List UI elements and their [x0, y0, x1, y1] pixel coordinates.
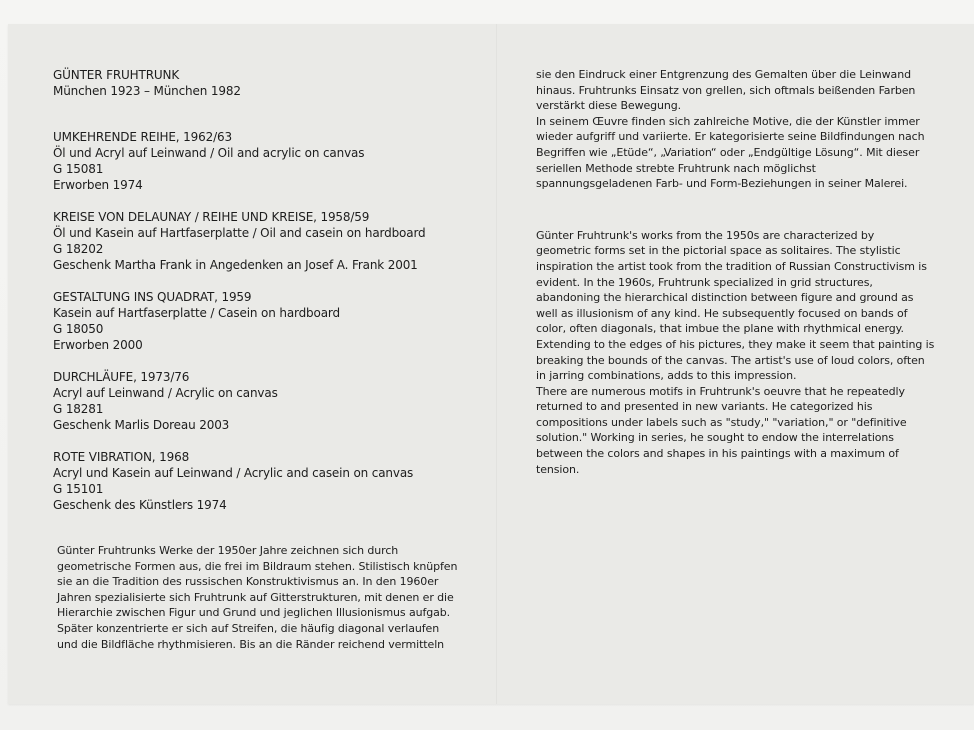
artwork-entry: [53, 129, 473, 193]
text-line: returned to and presented in new variants. He categorized his: [536, 400, 873, 414]
text-line: sie den Eindruck einer Entgrenzung des Gemalten über die Leinwand: [536, 68, 911, 81]
text-line: hinaus. Fruhtrunks Einsatz von grellen, sich oftmals beißenden Farben: [536, 83, 916, 97]
text-line: und die Bildfläche rhythmisieren. Bis an die Ränder reichend vermitteln: [57, 637, 445, 651]
artwork-title: UMKEHRENDE REIHE, 1962/63: [53, 130, 232, 144]
artwork-provenance: Erworben 2000: [53, 338, 143, 352]
text-line: verstärkt diese Bewegung.: [536, 99, 682, 113]
artwork-provenance: Geschenk Martha Frank in Angedenken an Josef A. Frank 2001: [53, 258, 418, 272]
artwork-inventory: G 15081: [53, 162, 104, 176]
artwork-entry: [53, 209, 473, 273]
spacer: [53, 353, 473, 369]
spacer: [53, 99, 473, 129]
spacer: [536, 192, 946, 228]
text-line: tension.: [536, 462, 580, 476]
english-description: [536, 228, 946, 478]
spacer: [53, 433, 473, 449]
text-line: compositions under labels such as "study," "variation," or "definitive: [536, 415, 907, 429]
text-line: geometric forms set in the pictorial space as solitaires. The stylistic: [536, 244, 901, 258]
text-line: color, often diagonals, that imbue the plane with rhythmical energy.: [536, 322, 904, 336]
artwork-medium: Öl und Acryl auf Leinwand / Oil and acrylic on canvas: [53, 146, 365, 160]
artwork-provenance: Geschenk des Künstlers 1974: [53, 498, 227, 512]
text-line: well as illusionism of any kind. He subsequently focused on bands of: [536, 306, 908, 320]
spacer: [53, 273, 473, 289]
german-description-part-2: [536, 67, 946, 192]
artwork-provenance: Erworben 1974: [53, 178, 143, 192]
text-line: between the colors and shapes in his paintings with a maximum of: [536, 447, 899, 461]
text-line: breaking the bounds of the canvas. The artist's use of loud colors, often: [536, 353, 925, 367]
text-line: seriellen Methode strebte Fruhtrunk nach möglichst: [536, 161, 816, 175]
artwork-inventory: G 18281: [53, 402, 104, 416]
text-line: In seinem Œuvre finden sich zahlreiche Motive, die der Künstler immer: [536, 114, 920, 128]
german-description-part-1: [53, 543, 473, 652]
artist-dates: München 1923 – München 1982: [53, 84, 241, 98]
artwork-title: GESTALTUNG INS QUADRAT, 1959: [53, 290, 252, 304]
artwork-title: KREISE VON DELAUNAY / REIHE UND KREISE, 1958/59: [53, 210, 370, 224]
artwork-medium: Acryl und Kasein auf Leinwand / Acrylic and casein on canvas: [53, 466, 414, 480]
spacer: [53, 193, 473, 209]
artwork-entry: [53, 289, 473, 353]
panel-seam: [496, 24, 497, 704]
text-line: abandoning the hierarchical distinction between figure and ground as: [536, 291, 914, 305]
text-line: Begriffen wie „Etüde“, „Variation“ oder „Endgültige Lösung“. Mit dieser: [536, 145, 920, 159]
left-column: [53, 67, 473, 652]
text-line: wieder aufgriff und variierte. Er kategorisierte seine Bildfindungen nach: [536, 130, 925, 144]
text-line: Extending to the edges of his pictures, they make it seem that painting is: [536, 337, 935, 351]
text-line: Später konzentrierte er sich auf Streifen, die häufig diagonal verlaufen: [57, 621, 440, 635]
text-line: There are numerous motifs in Fruhtrunk's oeuvre that he repeatedly: [536, 384, 905, 398]
text-line: solution." Working in series, he sought to endow the interrelations: [536, 431, 894, 445]
text-line: Günter Fruhtrunks Werke der 1950er Jahre zeichnen sich durch: [57, 544, 399, 557]
artwork-medium: Acryl auf Leinwand / Acrylic on canvas: [53, 386, 278, 400]
artwork-provenance: Geschenk Marlis Doreau 2003: [53, 418, 230, 432]
text-line: spannungsgeladenen Farb- und Form-Beziehungen in seiner Malerei.: [536, 177, 908, 191]
right-column: [536, 67, 946, 477]
artwork-entry: [53, 449, 473, 513]
artwork-inventory: G 15101: [53, 482, 104, 496]
text-line: geometrische Formen aus, die frei im Bildraum stehen. Stilistisch knüpfen: [57, 559, 458, 573]
text-line: Hierarchie zwischen Figur und Grund und jeglichen Illusionismus aufgab.: [57, 606, 451, 620]
spacer: [53, 513, 473, 543]
artwork-title: ROTE VIBRATION, 1968: [53, 450, 190, 464]
text-line: Jahren spezialisierte sich Fruhtrunk auf Gitterstrukturen, mit denen er die: [57, 590, 454, 604]
artwork-inventory: G 18050: [53, 322, 104, 336]
text-line: sie an die Tradition des russischen Konstruktivismus an. In den 1960er: [57, 575, 439, 589]
artwork-entry: [53, 369, 473, 433]
text-line: inspiration the artist took from the tradition of Russian Constructivism is: [536, 259, 927, 273]
artwork-inventory: G 18202: [53, 242, 104, 256]
text-line: Günter Fruhtrunk's works from the 1950s are characterized by: [536, 228, 875, 242]
artist-name: GÜNTER FRUHTRUNK: [53, 68, 180, 82]
artwork-medium: Öl und Kasein auf Hartfaserplatte / Oil and casein on hardboard: [53, 226, 426, 240]
text-line: in jarring combinations, adds to this impression.: [536, 369, 797, 383]
text-line: evident. In the 1960s, Fruhtrunk specialized in grid structures,: [536, 275, 873, 289]
artwork-medium: Kasein auf Hartfaserplatte / Casein on hardboard: [53, 306, 340, 320]
artwork-title: DURCHLÄUFE, 1973/76: [53, 370, 190, 384]
